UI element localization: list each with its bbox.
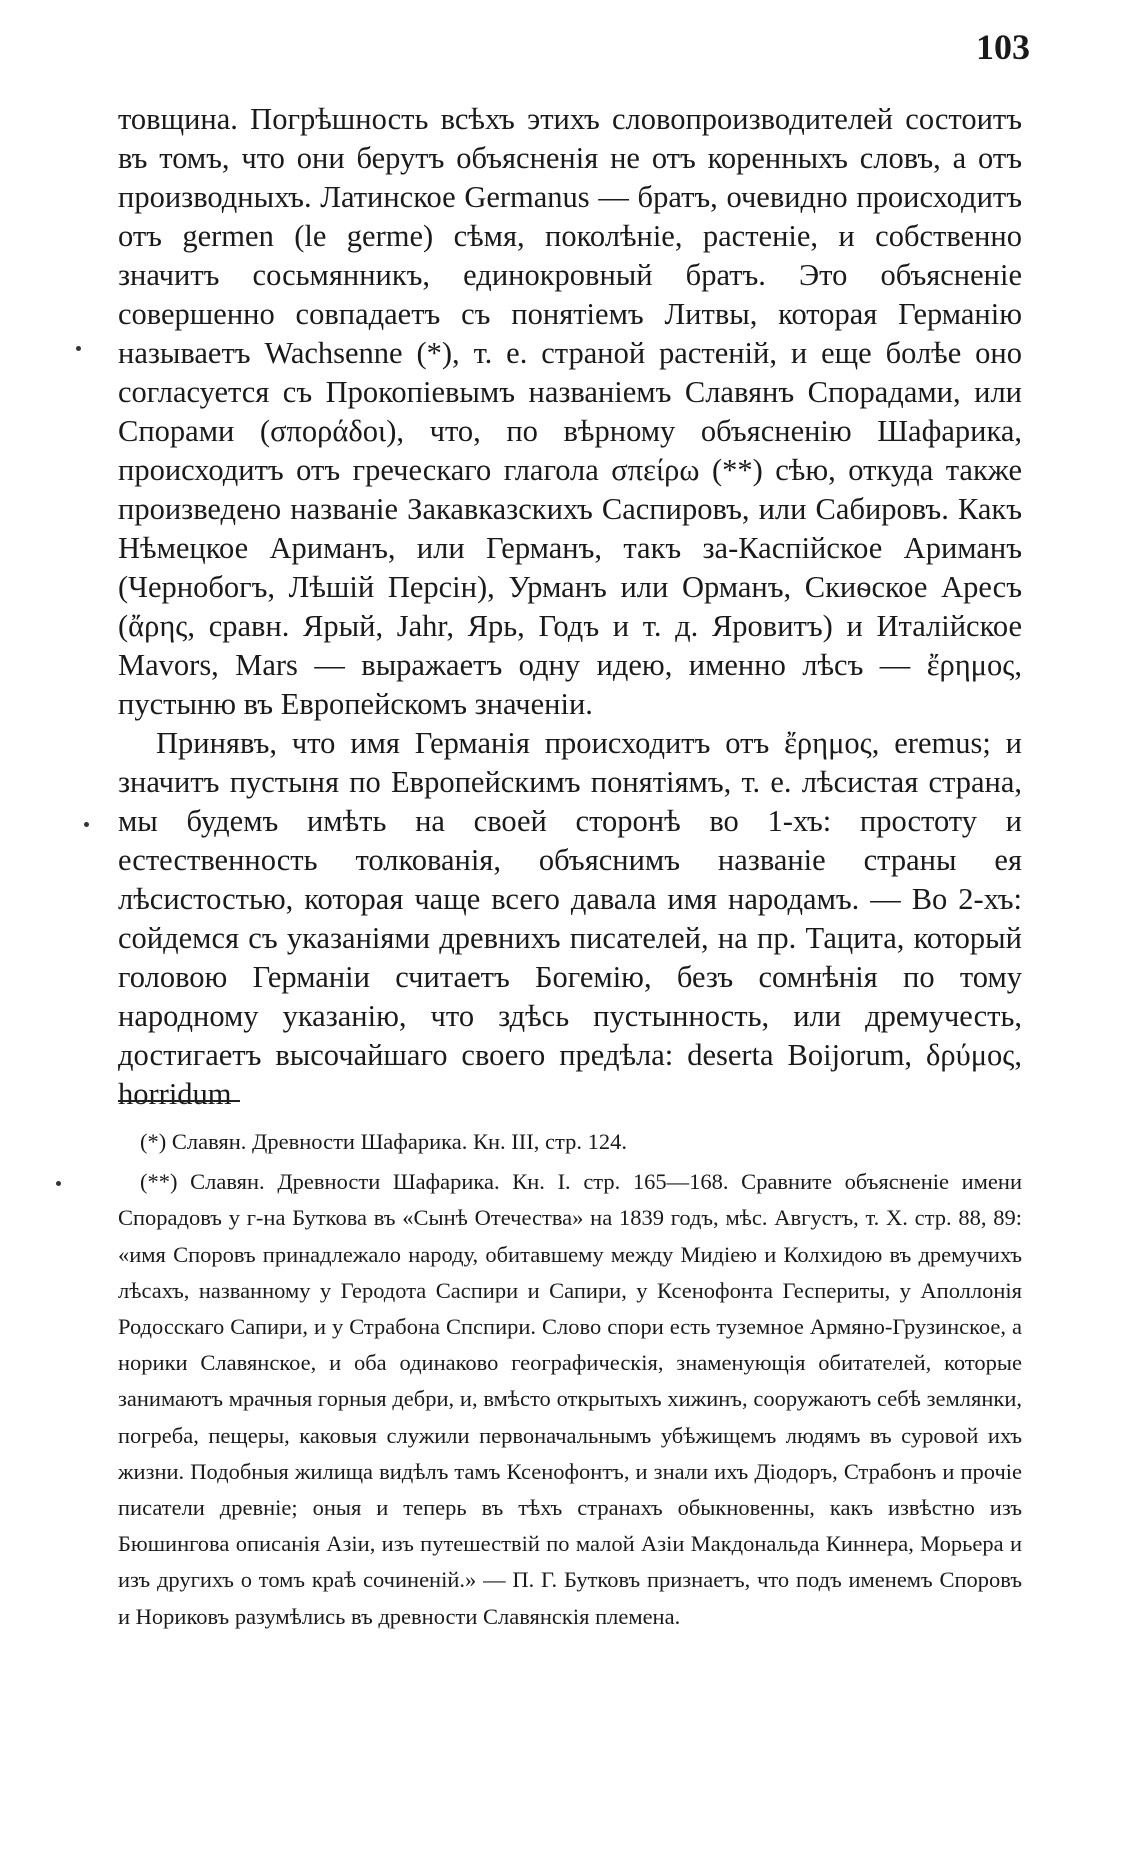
paragraph: Принявъ, что имя Германія происходитъ отъ ἔρημος, eremus; и значитъ пустыня по Европейскимъ понятіямъ, т. е. лѣсистая страна, мы будемъ имѣть на своей сторонѣ во 1-хъ: простоту и естественность толкованія, объяснимъ названіе страны ея лѣсистостью, которая чаще всего давала имя народамъ. — Во 2-хъ: сойдемся съ указаніями древнихъ писателей, на пр. Тацита, который головою Германіи считаетъ Богемію, безъ сомнѣнія по тому народному указанію, что здѣсь пустынность, или дремучесть, достигаетъ высочайшаго своего предѣла: deserta Boijorum, δρύμος, horridum: [118, 726, 1022, 1111]
paragraph: товщина. Погрѣшность всѣхъ этихъ словопроизводителей состоитъ въ томъ, что они берутъ объясненія не отъ коренныхъ словъ, а отъ производныхъ. Латинское Germanus — братъ, очевидно происходитъ отъ germen (le germe) сѣмя, поколѣніе, растеніе, и собственно значитъ сосьмянникъ, единокровный братъ. Это объясненіе совершенно совпадаетъ съ понятіемъ Литвы, которая Германію называетъ Wachsenne (*), т. е. страной растеній, и еще болѣе оно согласуется съ Прокопіевымъ названіемъ Славянъ Спорадами, или Спорами (σποράδοι), что, по вѣрному объясненію Шафарика, происходитъ отъ греческаго глагола σπείρω (**) сѣю, откуда также произведено названіе Закавказскихъ Саспировъ, или Сабировъ. Какъ Нѣмецкое Ариманъ, или Германъ, такъ за-Каспійское Ариманъ (Чернобогъ, Лѣшій Персін), Урманъ или Орманъ, Скиѳское Аресъ (ἄρης, сравн. Ярый, Jahr, Ярь, Годъ и т. д. Яровитъ) и Италійское Mavors, Mars — выражаетъ одну идею, именно лѣсъ — ἔρημος, пустыню въ Европейскомъ значеніи.: [118, 102, 1022, 721]
margin-mark: [76, 346, 81, 351]
footnotes: [118, 1124, 1022, 1635]
main-text: [118, 100, 1022, 1114]
footnote: (*) Славян. Древности Шафарика. Кн. III, стр. 124.: [140, 1129, 627, 1154]
footnote-divider: [118, 1100, 240, 1102]
margin-mark: [84, 822, 89, 827]
page-number: 103: [976, 27, 1030, 67]
margin-mark: [56, 1181, 61, 1186]
footnote: (**) Славян. Древности Шафарика. Кн. I. стр. 165—168. Сравните объясненіе имени Спорадовъ у г-на Буткова въ «Сынѣ Отечества» на 1839 годъ, мѣс. Августъ, т. X. стр. 88, 89: «имя Споровъ принадлежало народу, обитавшему между Мидіею и Колхидою въ дремучихъ лѣсахъ, названному у Геродота Саспири и Сапири, у Ксенофонта Геспериты, у Аполлонія Родосскаго Сапири, и у Страбона Спспири. Слово спори есть туземное Армяно-Грузинское, а норики Славянское, и оба одинаково географическія, знаменующія обитателей, которые занимаютъ мрачныя горныя дебри, и, вмѣсто открытыхъ хижинъ, сооружаютъ себѣ землянки, погреба, пещеры, каковыя служили первоначальнымъ убѣжищемъ людямъ въ суровой ихъ жизни. Подобныя жилища видѣлъ тамъ Ксенофонтъ, и знали ихъ Діодоръ, Страбонъ и прочіе писатели древніе; оныя и теперь въ тѣхъ странахъ обыкновенны, какъ извѣстно изъ Бюшингова описанія Азіи, изъ путешествій по малой Азіи Макдональда Киннера, Морьера и изъ другихъ о томъ краѣ сочиненій.» — П. Г. Бутковъ признаетъ, что подъ именемъ Споровъ и Нориковъ разумѣлись въ древности Славянскія племена.: [118, 1169, 1022, 1629]
